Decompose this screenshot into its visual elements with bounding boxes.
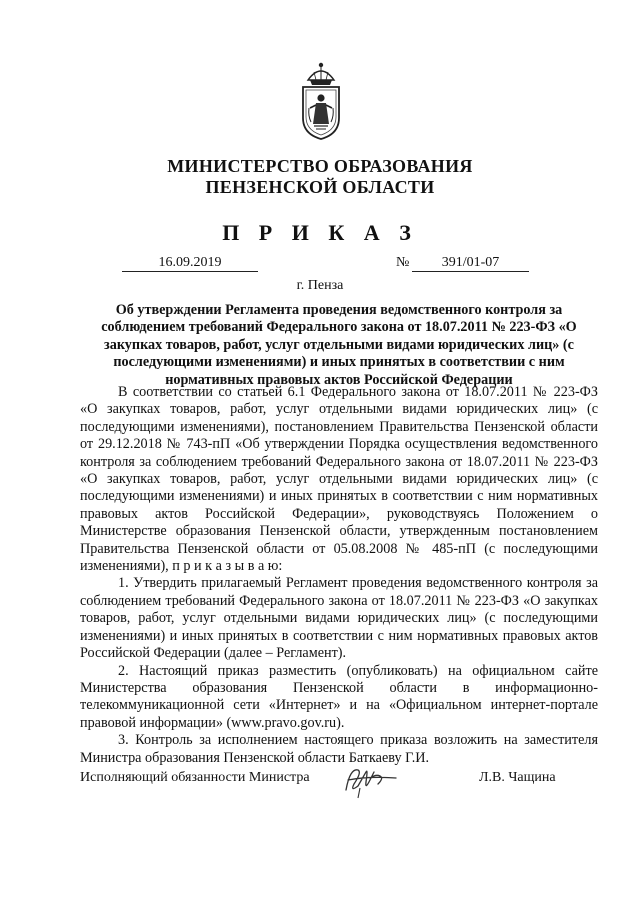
item-2-paragraph: 2. Настоящий приказ разместить (опубликовать) на официальном сайте Министерства образования Пензенской области в информационно-телекоммуникационной сети «Интернет» и на «Официальном интернет-портале правовой информации» (www.pravo.gov.ru). bbox=[80, 662, 598, 731]
number-sign: № bbox=[396, 255, 410, 270]
city: г. Пенза bbox=[296, 278, 344, 293]
order-subject: Об утверждении Регламента проведения ведомственного контроля за соблюдением требований Федерального закона от 18.07.2011 № 223-ФЗ «О закупках товаров, работ, услуг отдельными видами юридических лиц» (с последующими изменениями) и иных принятых в соответствии с ним нормативных правовых актов Российской Федерации bbox=[101, 302, 577, 388]
ministry-name-line2: ПЕНЗЕНСКОЙ ОБЛАСТИ bbox=[205, 177, 435, 197]
order-body bbox=[80, 384, 598, 767]
document-title: П Р И К А З bbox=[222, 220, 418, 245]
coat-of-arms-icon bbox=[296, 60, 346, 142]
order-date: 16.09.2019 bbox=[122, 255, 258, 272]
item-3-paragraph: 3. Контроль за исполнением настоящего приказа возложить на заместителя Министра образования Пензенской области Баткаеву Г.И. bbox=[80, 732, 598, 766]
order-number: 391/01-07 bbox=[412, 255, 529, 272]
signatory-role: Исполняющий обязанности Министра bbox=[80, 770, 310, 785]
preamble-paragraph: В соответствии со статьей 6.1 Федерального закона от 18.07.2011 № 223-ФЗ «О закупках товаров, работ, услуг отдельными видами юридических лиц» (с последующими изменениями), постановлением Правительства Пензенской области от 29.12.2018 № 743-пП «Об утверждении Порядка осуществления ведомственного контроля за соблюдением требований Федерального закона от 18.07.2011 № 223-ФЗ «О закупках товаров, работ, услуг отдельными видами юридических лиц» (с последующими изменениями) и иных принятых в соответствии с ним нормативных правовых актов Российской Федерации», руководствуясь Положением о Министерстве образования Пензенской области, утвержденным постановлением Правительства Пензенской области от 05.08.2008 № 485-пП (с последующими изменениями), п р и к а з ы в а ю: bbox=[80, 384, 598, 575]
signatory-name: Л.В. Чащина bbox=[479, 770, 556, 785]
item-1-paragraph: 1. Утвердить прилагаемый Регламент проведения ведомственного контроля за соблюдением требований Федерального закона от 18.07.2011 № 223-ФЗ «О закупках товаров, работ, услуг отдельными видами юридических лиц» (с последующими изменениями) и иных принятых в соответствии с ним нормативных правовых актов Российской Федерации (далее – Регламент). bbox=[80, 575, 598, 662]
signature-icon bbox=[340, 760, 400, 800]
ministry-name-line1: МИНИСТЕРСТВО ОБРАЗОВАНИЯ bbox=[167, 156, 473, 176]
